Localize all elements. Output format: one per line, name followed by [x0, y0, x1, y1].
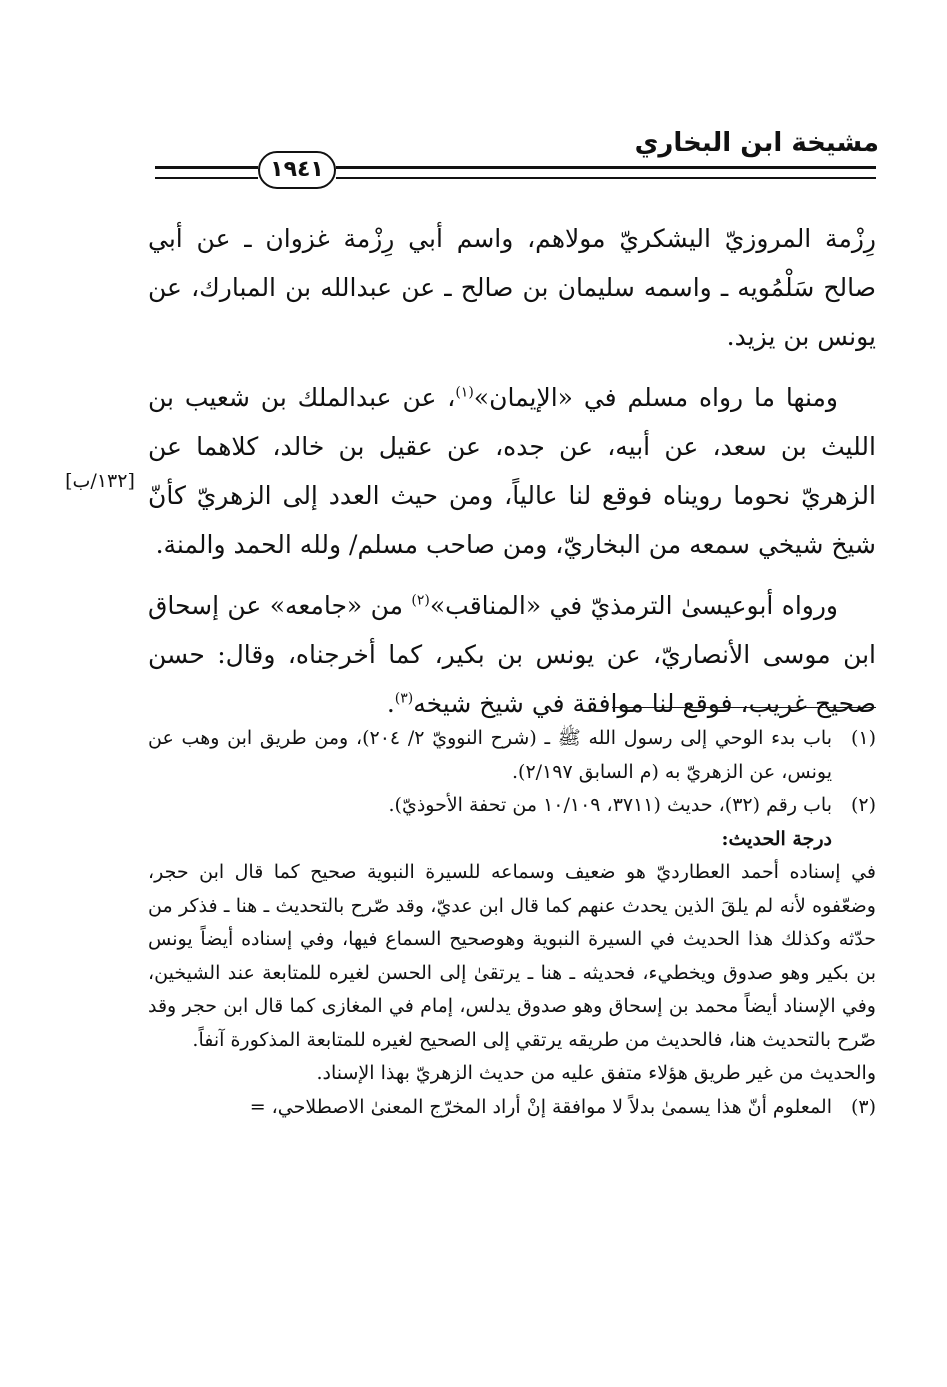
body-paragraph-3-middle: من «جامعه» عن إسحاق ابن موسى الأنصاريّ، عن يونس بن بكير، كما أخرجناه، وقال: حسن صحيح غريب، فوقع لنا موافقة في شيخ شيخه: [148, 591, 876, 718]
footnote-1-number: (١): [850, 727, 876, 749]
main-text: [148, 214, 876, 740]
footnote-ref-3: (٣): [394, 690, 414, 707]
footnote-ref-1: (١): [455, 384, 474, 401]
header-rule-right: [336, 166, 876, 179]
body-paragraph-1: رِزْمة المروزيّ اليشكريّ مولاهم، واسم أبي رِزْمة غزوان ـ عن أبي صالح سَلْمُويه ـ واسمه سليمان بن صالح ـ عن عبدالله بن المبارك، عن يونس بن يزيد.: [148, 224, 876, 351]
footnote-2-conclusion: والحديث من غير طريق هؤلاء متفق عليه من حديث الزهريّ بهذا الإسناد.: [316, 1062, 876, 1084]
footnote-3-text: المعلوم أنّ هذا يسمىٰ بدلاً لا موافقة إنْ أراد المخرّج المعنىٰ الاصطلاحي، =: [249, 1095, 832, 1118]
footnote-3-number: (٣): [850, 1095, 876, 1118]
footnote-2-text: باب رقم (٣٢)، حديث (٣٧١١، ١٠/١٠٩ من تحفة الأحوذيّ).: [388, 794, 832, 816]
page-number-badge: ١٩٤١: [258, 151, 336, 189]
footnote-2-body: [148, 789, 832, 856]
footnote-2: [148, 789, 876, 856]
footnote-2-number: (٢): [850, 794, 876, 816]
body-paragraph-3-end: .: [386, 689, 395, 718]
footnote-2-grading-paragraph: في إسناده أحمد العطارديّ هو ضعيف وسماعه للسيرة النبوية صحيح كما قال ابن حجر، وضعّفوه لأنه لم يلقَ الذين يحدث عنهم كما قال ابن عديّ، وقد صّرح بالتحديث ـ هنا ـ فذكر من حدّثه وكذلك هذا الحديث في السيرة النبوية وهوصحيح السماع فيها، وفي إسناده أيضاً يونس بن بكير وهو صدوق ويخطيء، فحديثه ـ هنا ـ يرتقىٰ إلى الحسن لغيره للمتابعة عند الشيخين، وفي الإسناد أيضاً محمد بن إسحاق وهو صدوق يدلس، إمام في المغازى كما قال ابن حجر وقد صّرح بالتحديث هنا، فالحديث من طريقه يرتقي إلى الصحيح لغيره للمتابعة المذكورة آنفاً.: [148, 861, 876, 1051]
header-rule-left: [155, 166, 258, 179]
footnote-2-subheading: درجة الحديث:: [721, 827, 832, 850]
manuscript-folio-note: [١٣٢/ب]: [65, 470, 135, 492]
footnote-1-text: باب بدء الوحي إلى رسول الله ﷺ ـ (شرح النوويّ ٢/ ٢٠٤)، ومن طريق ابن وهب عن يونس، عن الزهريّ به (م السابق ٢/١٩٧).: [148, 727, 833, 783]
body-paragraph-3-start: ورواه أبوعيسىٰ الترمذيّ في «المناقب»: [429, 591, 838, 620]
footnote-3: [148, 1091, 876, 1125]
body-paragraph-2-start: ومنها ما رواه مسلم في «الإيمان»: [473, 383, 838, 412]
footnote-separator: [612, 707, 876, 708]
body-paragraph-3: [148, 581, 876, 728]
body-paragraph-2: [148, 373, 876, 569]
running-header-title: مشيخة ابن البخاري: [634, 128, 879, 158]
body-paragraph-2-rest: ، عن عبدالملك بن شعيب بن الليث بن سعد، عن أبيه، عن جده، عن عقيل بن خالد، كلاهما عن الزهريّ نحوما رويناه فوقع لنا عالياً، ومن حيث العدد إلى الزهريّ كأنّ شيخ شيخي سمعه من البخاريّ، ومن صاحب مسلم/ ولله الحمد والمنة.: [148, 383, 876, 559]
footnotes: [148, 722, 876, 1124]
footnote-ref-2: (٢): [411, 592, 430, 609]
footnote-1: [148, 722, 876, 789]
